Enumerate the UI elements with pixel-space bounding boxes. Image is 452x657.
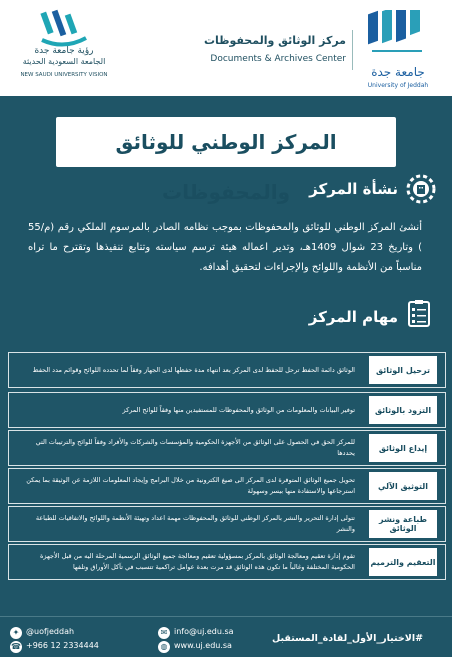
footer-phone[interactable]: +966 12 2334444 [26,641,99,650]
vision-subtitle-ar: الجامعة السعودية الحديثة [22,57,106,66]
task-item [8,352,446,388]
globe-icon: ◍ [158,641,170,653]
task-label: التزود بالوثائق [369,396,437,424]
task-description: تتولى إدارة التحرير والنشر بالمركز الوطني للوثائق والمحفوظات مهمة اعداد وتهيئة الأنظمة واللوائح والاتفاقيات للطباعة والنشر [35,514,355,533]
task-description: للمركز الحق في الحصول على الوثائق من الأجهزة الحكومية والمؤسسات والشركات والأفراد وفقاً للوائح والترتيبات التي يحددها [35,438,355,457]
phone-icon: ☎ [11,642,21,651]
origin-heading: نشأة المركز [309,180,398,198]
task-item [8,430,446,466]
university-name-en: University of Jeddah [367,82,429,89]
university-logo-icon [358,10,438,92]
task-label: التعقيم والترميم [369,548,437,576]
email-icon: ✉ [158,627,170,639]
footer-website[interactable]: www.uj.edu.sa [174,641,232,650]
footer-slogan: #الاختيار_الأول_لقادة_المستقبل [272,633,424,644]
tasks-heading: مهام المركز [308,308,398,326]
header [0,0,452,96]
task-item [8,506,446,542]
center-name-ar: مركز الوثائق والمحفوظات [203,34,346,47]
footer [0,616,452,657]
task-description: تحويل جميع الوثائق المتوفرة لدى المركز الى صيغ الكترونية من خلال البرامج وإيجاد المعلومات اللازمة عن الوثيقة بما يمكن استرجاعها والاستفادة منها بيسر وسهولة [26,476,355,495]
vision-subtitle-en: NEW SAUDI UNIVERSITY VISION [20,72,108,78]
clipboard-checklist-icon [404,298,434,328]
task-description: توفير البيانات والمعلومات من الوثائق والمحفوظات للمستفيدين منها وفقاً للوائح المركز [122,405,355,414]
vision-title-ar: رؤية جامعة جدة [34,46,94,56]
university-name-ar: جامعة جدة [371,65,425,79]
footer-twitter[interactable]: @uofjeddah [26,627,75,636]
task-item [8,392,446,428]
task-label: إيداع الوثائق [369,434,437,462]
center-name-en: Documents & Archives Center [210,54,346,64]
header-divider [352,30,353,70]
footer-email[interactable]: info@uj.edu.sa [174,627,234,636]
task-description: الوثائق دائمة الحفظ ترحل للحفظ لدى المركز بعد انتهاء مدة حفظها لدى الجهاز وفقاً لما تحدده اللوائح وقوائم مدد الحفظ [32,365,355,374]
building-gear-icon [406,174,436,204]
task-item [8,468,446,504]
task-item [8,544,446,580]
task-description: تقوم إدارة تعقيم ومعالجة الوثائق بالمركز بمسؤولية تعقيم ومعالجة جميع الوثائق الرسمية المرحلة اليه من قبل الأجهزة الحكومية المختلفة وغالباً ما تكون هذه الوثائق قد مرت بعدة عوامل تراكمية تتسبب في تآكل الأوراق وتلفها [39,552,355,571]
task-label: ترحيل الوثائق [369,356,437,384]
page-title: المركز الوطني للوثائق والمحفوظات [56,117,396,167]
task-label: التوثيق الآلي [369,472,437,500]
origin-paragraph: أنشئ المركز الوطني للوثائق والمحفوظات بموجب نظامه الصادر بالمرسوم الملكي رقم (م/55 ) وتاريخ 23 شوال 1409هـ، وتدير اعماله هيئة ترسم سياسته وتتابع تنفيذها وتقترح ما تراه مناسباً من الأنظمة واللوائح والإجراءات لتحقيق أهدافه. [28,222,422,273]
task-label: طباعة ونشر الوثائق [369,510,437,538]
twitter-icon: ✦ [10,627,22,639]
